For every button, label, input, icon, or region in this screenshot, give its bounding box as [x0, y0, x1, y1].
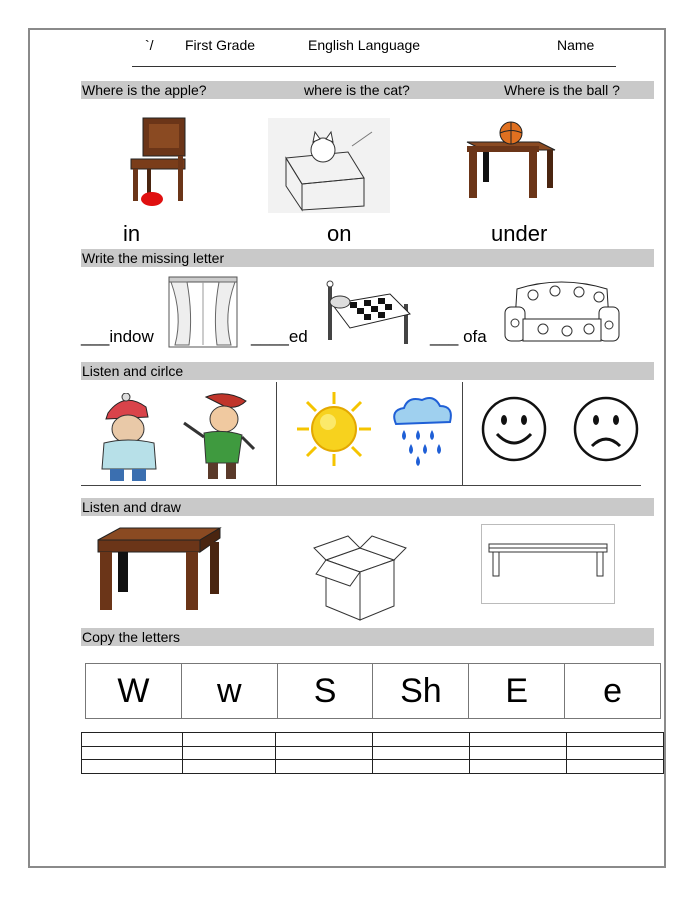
header-mark: `/	[145, 37, 154, 53]
writing-column-divider	[566, 733, 567, 773]
section5-title: Copy the letters	[82, 629, 181, 645]
missing-letter-bed: ____ed	[251, 327, 308, 346]
section2-title: Write the missing letter	[82, 250, 225, 266]
header-rule	[132, 66, 616, 67]
letter-cell: W	[86, 664, 182, 718]
missing-letter-window: ___indow	[81, 327, 154, 346]
section4-title: Listen and draw	[82, 499, 181, 515]
answer-under: under	[491, 221, 548, 246]
chair-apple-illustration	[125, 115, 190, 210]
cat-box-illustration	[268, 118, 390, 213]
writing-lines[interactable]	[81, 732, 664, 774]
rain-cloud-icon	[386, 394, 458, 468]
writing-column-divider	[182, 733, 183, 773]
sad-face-icon	[572, 396, 640, 462]
question-ball: Where is the ball ?	[504, 82, 620, 98]
writing-column-divider	[372, 733, 373, 773]
sun-icon	[295, 390, 373, 468]
header-grade: First Grade	[185, 37, 256, 53]
answer-in: in	[123, 221, 141, 246]
letter-cell: S	[278, 664, 374, 718]
answer-on: on	[327, 221, 352, 246]
writing-column-divider	[469, 733, 470, 773]
draw-box-illustration	[312, 530, 408, 624]
draw-bench-illustration	[481, 524, 615, 604]
window-illustration	[167, 275, 239, 350]
letter-cell: E	[469, 664, 565, 718]
apple-icon	[141, 192, 163, 206]
missing-letter-sofa: ___ ofa	[430, 327, 487, 346]
cold-person-illustration	[94, 393, 168, 483]
writing-column-divider	[275, 733, 276, 773]
letter-cell: e	[603, 671, 623, 710]
draw-table-illustration	[94, 526, 224, 612]
sofa-illustration	[503, 277, 620, 347]
question-cat: where is the cat?	[304, 82, 410, 98]
happy-face-icon	[481, 396, 547, 462]
letter-cell: w	[182, 664, 278, 718]
bed-illustration	[320, 274, 415, 354]
hot-person-illustration	[176, 393, 260, 483]
table-ball-illustration	[463, 120, 558, 200]
header-subject: English Language	[308, 37, 421, 53]
question-apple: Where is the apple?	[82, 82, 207, 98]
section3-divider	[276, 382, 277, 485]
letters-grid	[85, 663, 661, 719]
section3-title: Listen and cirlce	[82, 363, 184, 379]
letter-cell: Sh	[373, 664, 469, 718]
section3-divider	[462, 382, 463, 485]
header-name-label: Name	[557, 37, 595, 53]
section3-underline	[81, 485, 641, 486]
